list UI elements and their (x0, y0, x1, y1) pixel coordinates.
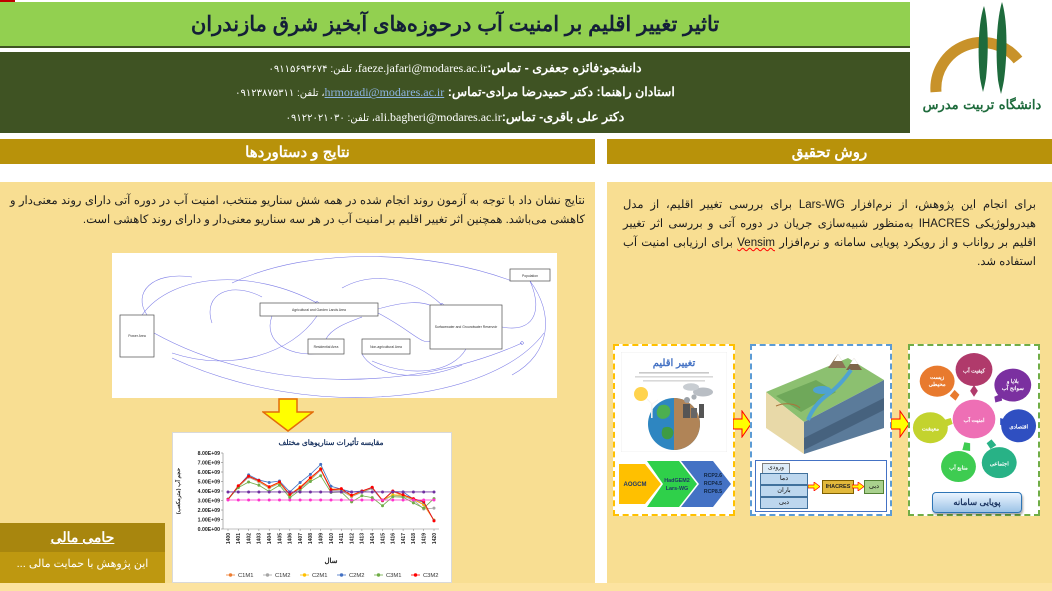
svg-text:1404: 1404 (267, 533, 273, 545)
ihacres-flow-diagram (755, 460, 887, 512)
svg-text:6.00E+09: 6.00E+09 (197, 469, 220, 476)
svg-text:1413: 1413 (359, 533, 366, 545)
node-label: محیطی (928, 382, 946, 389)
svg-text:1406: 1406 (287, 533, 294, 545)
svg-text:0.00E+00: 0.00E+00 (197, 526, 220, 533)
svg-text:حجم آب (مترمکعب): حجم آب (مترمکعب) (176, 467, 182, 515)
scenario-comparison-chart (172, 432, 452, 583)
chevron-label: AOGCM (623, 482, 647, 488)
logo-tree-left (979, 6, 988, 92)
student-line (0, 60, 910, 76)
diagram-box-label: Non-agricultural Area (370, 345, 402, 349)
climate-change-panel (613, 344, 735, 516)
svg-text:مقایسه تأثیرات سناریوهای مختلف: مقایسه تأثیرات سناریوهای مختلف (278, 438, 384, 447)
results-paragraph: نتایج نشان داد با توجه به آزمون روند انجام شده در همه شش سناریو منتخب، امنیت آب در دوره آتی دارای روند معنی‌دار و کاهشی می‌باشد. همچنین اثر تغییر اقلیم بر امنیت آب در هر سه سناریو معنی‌دار و دارای روند کاهشی است. (10, 195, 585, 226)
svg-text:1405: 1405 (277, 533, 284, 545)
flow-input-discharge: دبی (760, 497, 808, 509)
svg-text:1417: 1417 (400, 533, 407, 545)
title-band (0, 2, 910, 48)
svg-text:1403: 1403 (256, 533, 263, 545)
node-label: منابع آب (949, 465, 968, 472)
diagram-box-label: Population (521, 274, 539, 278)
down-arrow-icon (262, 398, 314, 432)
factory-icon (683, 404, 690, 418)
bottom-strip (0, 583, 1052, 591)
svg-text:8.00E+09: 8.00E+09 (197, 450, 220, 457)
method-text-1: برای انجام این پژوهش، از نرم‌افزار (844, 199, 1036, 211)
advisor2-phone: ، تلفن: ۰۹۱۲۲۰۲۱۰۳۰ (285, 112, 376, 124)
right-arrow-icon (852, 482, 864, 491)
svg-text:7.00E+09: 7.00E+09 (197, 460, 220, 467)
university-name: دانشگاه تربیت مدرس (922, 98, 1042, 113)
svg-text:1.00E+09: 1.00E+09 (197, 517, 220, 524)
university-logo-icon (922, 0, 1042, 102)
chevron-label: Lars-WG (665, 486, 689, 492)
svg-text:سال: سال (324, 558, 338, 565)
svg-text:C2M2: C2M2 (349, 573, 365, 579)
node-label-center: امنیت آب (963, 417, 985, 424)
method-text-3: به‌منظور شبیه‌سازی جریان در دوره آتی و بررسی اثر تغییر اقلیم بر رواناب و از رویکرد پویایی سامانه و نرم‌افزار (623, 217, 1036, 249)
node-label: سوانح آب (1001, 385, 1024, 392)
system-dynamics-diagram (112, 253, 557, 398)
node-label: زیست (930, 375, 945, 382)
climate-image-title: تغییر اقلیم (652, 358, 696, 369)
student-phone: ، تلفن: ۰۹۱۱۵۶۹۳۶۷۴ (268, 64, 358, 76)
svg-text:5.00E+09: 5.00E+09 (197, 479, 220, 486)
svg-text:C1M1: C1M1 (238, 573, 254, 579)
chevron-label: RCP4.5 (703, 481, 723, 487)
chevron-label: RCP8.5 (703, 489, 723, 495)
water-security-panel (908, 344, 1040, 516)
flow-output-discharge: دبی (864, 480, 884, 494)
svg-text:1415: 1415 (380, 533, 387, 545)
svg-text:C2M1: C2M1 (312, 573, 328, 579)
node-label: معیشت (921, 426, 940, 433)
diagram-box-label: Residential Area (313, 345, 339, 349)
method-text-4: برای ارزیابی امنیت آب استفاده شد. (623, 236, 1036, 268)
causal-loop-diagram (112, 253, 557, 398)
flow-input-temperature: دما (760, 473, 808, 485)
flow-inputs-header: ورودی (762, 463, 790, 474)
software-vensim: Vensim (737, 236, 775, 249)
advisor2-label: دکتر علی باقری- تماس: (501, 109, 625, 124)
results-header: نتایج و دستاوردها (0, 139, 595, 164)
svg-text:1409: 1409 (318, 533, 325, 545)
water-security-wheel (910, 348, 1038, 490)
svg-text:1408: 1408 (308, 533, 315, 545)
method-header: روش تحقیق (607, 139, 1052, 164)
advisor1-email-link[interactable]: hrmoradi@modares.ac.ir (324, 85, 445, 100)
results-column (0, 182, 595, 583)
svg-text:1400: 1400 (225, 533, 232, 545)
svg-text:C3M1: C3M1 (386, 573, 402, 579)
system-dynamics-button: پویایی سامانه (932, 492, 1022, 513)
svg-text:1402: 1402 (246, 533, 253, 545)
chevron-label: RCP2.6 (703, 473, 723, 479)
poster-title: تاثیر تغییر اقلیم بر امنیت آب درحوزه‌های آبخیز شرق مازندران (190, 12, 720, 36)
svg-text:1419: 1419 (421, 533, 428, 545)
student-email: faeze.jafari@modares.ac.ir (357, 61, 488, 76)
logo-tree-right (997, 2, 1007, 94)
method-text-2: برای بررسی تغییر اقلیم، از مدل هیدرولوژیکی (623, 199, 1036, 230)
svg-text:1410: 1410 (328, 533, 335, 545)
node-label: اقتصادی (1009, 424, 1028, 431)
ihacres-model-box: IHACRES (822, 480, 854, 494)
sponsor-text: این پژوهش با حمایت مالی ... (16, 558, 149, 570)
diagram-box-label: Surfacewater and Groundwater Reservoir (434, 325, 498, 329)
authors-band (0, 52, 910, 133)
svg-text:1411: 1411 (339, 533, 346, 544)
diagram-box-label: Power Area (128, 334, 146, 338)
chevron-label: HadGEM2 (664, 478, 690, 484)
climate-change-illustration (621, 352, 727, 452)
svg-text:2.00E+09: 2.00E+09 (197, 507, 220, 514)
node-label: اجتماعی (989, 461, 1009, 468)
svg-text:1418: 1418 (411, 533, 418, 545)
university-logo (912, 0, 1052, 133)
watershed-3d-illustration (756, 350, 886, 458)
node-label: بلایا و (1006, 379, 1019, 386)
svg-text:1414: 1414 (370, 533, 376, 545)
gcm-scenario-chevrons (617, 458, 731, 510)
svg-text:1416: 1416 (390, 533, 397, 545)
flow-input-rain: باران (760, 485, 808, 497)
svg-text:1420: 1420 (431, 533, 438, 545)
advisor2-line (0, 109, 910, 125)
svg-text:1407: 1407 (297, 533, 304, 545)
right-arrow-icon (808, 482, 820, 491)
svg-text:1412: 1412 (349, 533, 356, 545)
method-paragraph (623, 196, 1036, 272)
svg-text:4.00E+09: 4.00E+09 (197, 488, 220, 495)
diagram-box-label: Agricultural and Garden Lands Area (292, 308, 346, 312)
software-larswg: Lars-WG (798, 199, 845, 211)
svg-text:C1M2: C1M2 (275, 573, 291, 579)
svg-text:C3M2: C3M2 (423, 573, 439, 579)
advisor1-line (0, 84, 910, 100)
advisor1-label: استادان راهنما: دکتر حمیدرضا مرادی-تماس: (444, 85, 675, 100)
svg-text:1401: 1401 (236, 533, 243, 545)
advisor1-phone: ، تلفن: ۰۹۱۲۳۸۷۵۳۱۱ (235, 88, 325, 100)
software-ihacres: IHACRES (918, 217, 970, 230)
line-chart (173, 433, 451, 582)
sun-icon (634, 387, 648, 401)
watershed-model-panel (750, 344, 892, 516)
sponsor-title: حامی مالی (0, 523, 165, 552)
sponsor-box (0, 523, 165, 583)
advisor2-email: ali.bagheri@modares.ac.ir (375, 109, 502, 124)
svg-text:3.00E+09: 3.00E+09 (197, 498, 220, 505)
method-column (607, 182, 1052, 583)
student-label: دانشجو:فائزه جعفری - تماس: (487, 61, 642, 76)
node-label: کیفیت آب (962, 368, 986, 375)
